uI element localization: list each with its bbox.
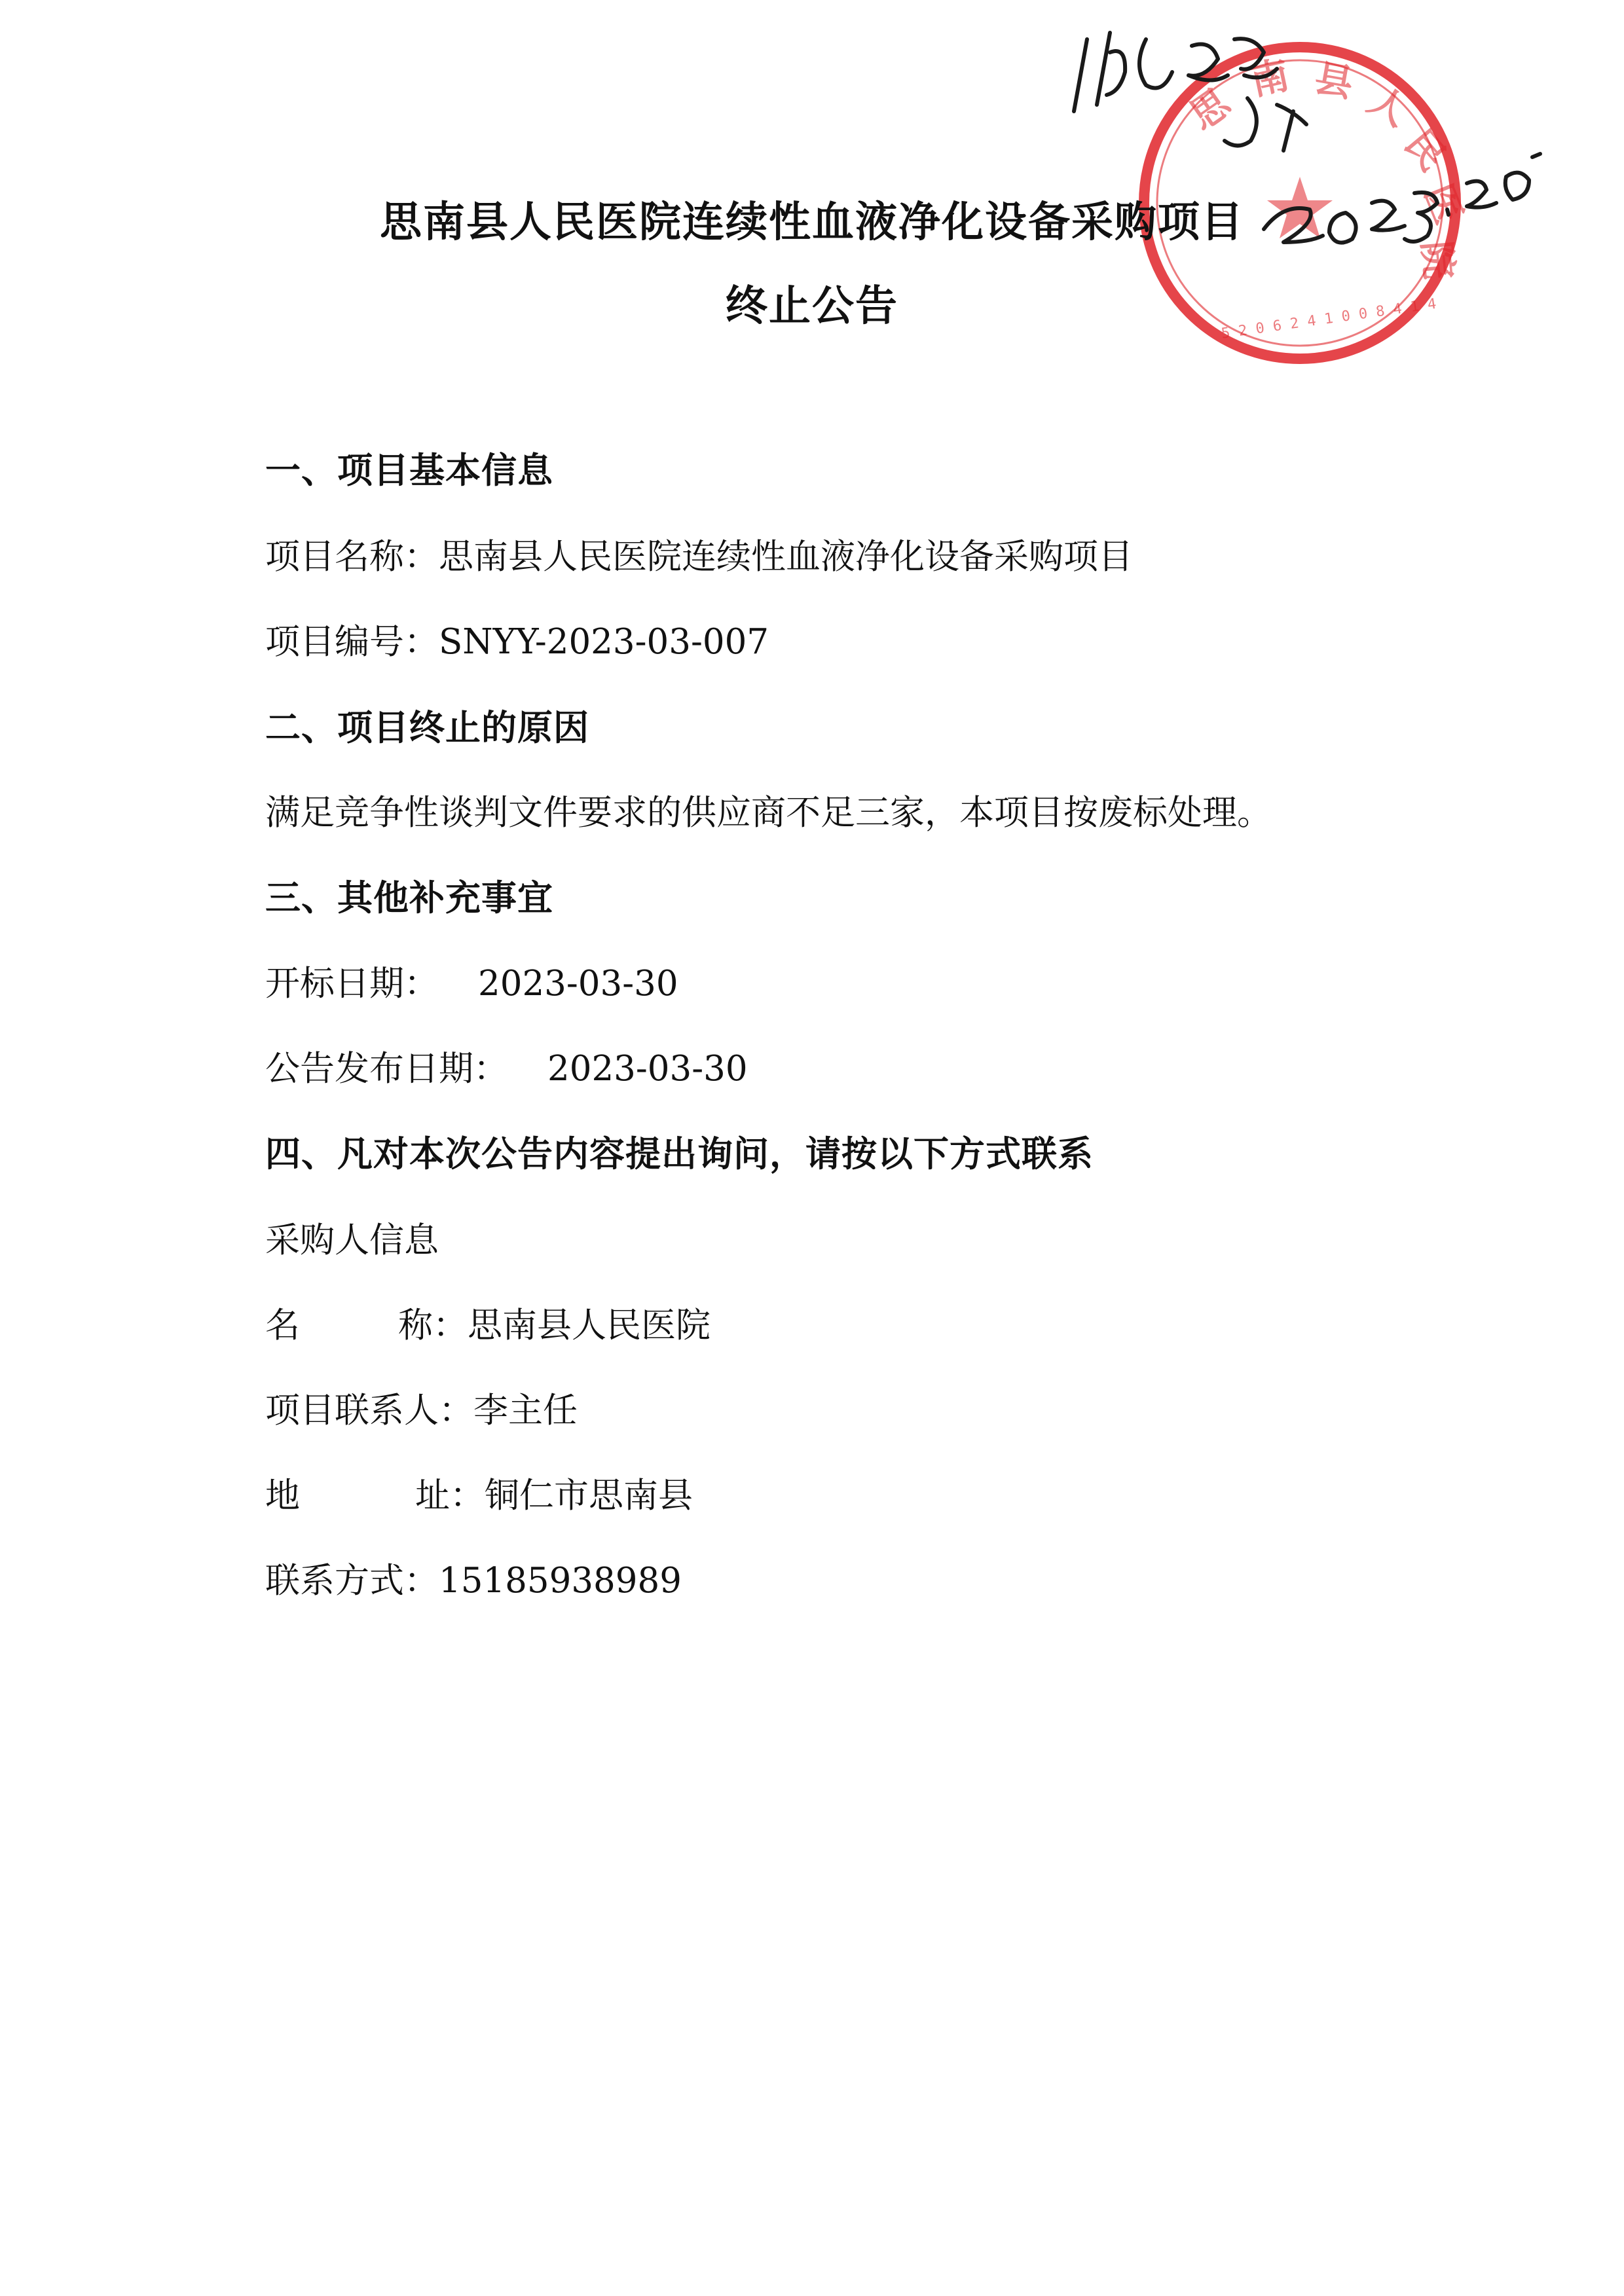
project-contact-label: 项目联系人： — [265, 1391, 473, 1430]
address-label-first-char: 地 — [265, 1476, 300, 1516]
publish-date-row — [265, 1049, 748, 1089]
project-number-value: SNYY-2023-03-007 — [439, 622, 769, 662]
svg-text:南: 南 — [1246, 52, 1293, 104]
project-name-row — [265, 537, 1133, 577]
section-heading-termination-reason: 二、项目终止的原因 — [265, 707, 589, 748]
name-label-second-part: 称： — [398, 1305, 468, 1345]
opening-date-label: 开标日期： — [265, 964, 439, 1004]
svg-text:院: 院 — [1414, 239, 1462, 282]
svg-text:县: 县 — [1311, 55, 1357, 106]
publish-date-label: 公告发布日期： — [265, 1049, 508, 1089]
handwritten-signature — [1048, 13, 1559, 301]
address-row — [265, 1476, 693, 1516]
svg-text:思: 思 — [1181, 80, 1238, 139]
phone-label: 联系方式： — [265, 1561, 439, 1601]
purchaser-info-label: 采购人信息 — [265, 1220, 439, 1260]
project-number-label: 项目编号： — [265, 622, 439, 662]
project-contact-value: 李主任 — [473, 1391, 578, 1430]
svg-text:医: 医 — [1416, 177, 1471, 230]
address-label-second-part: 址： — [415, 1476, 485, 1516]
document-title: 思南县人民医院连续性血液净化设备采购项目 — [380, 198, 1244, 247]
section-heading-contact: 四、凡对本次公告内容提出询问，请按以下方式联系 — [265, 1133, 1094, 1175]
phone-row — [265, 1561, 682, 1601]
address-value: 铜仁市思南县 — [485, 1476, 693, 1516]
svg-text:人: 人 — [1361, 77, 1416, 136]
phone-value: 15185938989 — [439, 1561, 682, 1601]
svg-text:民: 民 — [1396, 121, 1455, 179]
opening-date-row — [265, 964, 678, 1004]
publish-date-value: 2023-03-30 — [547, 1049, 748, 1089]
project-name-label: 项目名称： — [265, 537, 439, 577]
section-heading-basic-info: 一、项目基本信息 — [265, 450, 553, 491]
opening-date-value: 2023-03-30 — [478, 964, 678, 1004]
purchaser-name-row — [265, 1305, 710, 1345]
svg-text:5 2 0 6 2 4 1 0 0 8 4 1 4: 5 2 0 6 2 4 1 0 0 8 4 1 4 — [1220, 295, 1437, 342]
purchaser-name-value: 思南县人民医院 — [468, 1305, 710, 1345]
termination-reason-text: 满足竞争性谈判文件要求的供应商不足三家，本项目按废标处理。 — [265, 793, 1272, 833]
project-contact-row — [265, 1393, 578, 1428]
name-label-first-char: 名 — [265, 1305, 300, 1345]
document-subtitle: 终止公告 — [726, 282, 898, 331]
project-number-row — [265, 622, 769, 662]
section-heading-other-matters: 三、其他补充事宜 — [265, 877, 553, 919]
project-name-value: 思南县人民医院连续性血液净化设备采购项目 — [439, 537, 1133, 577]
